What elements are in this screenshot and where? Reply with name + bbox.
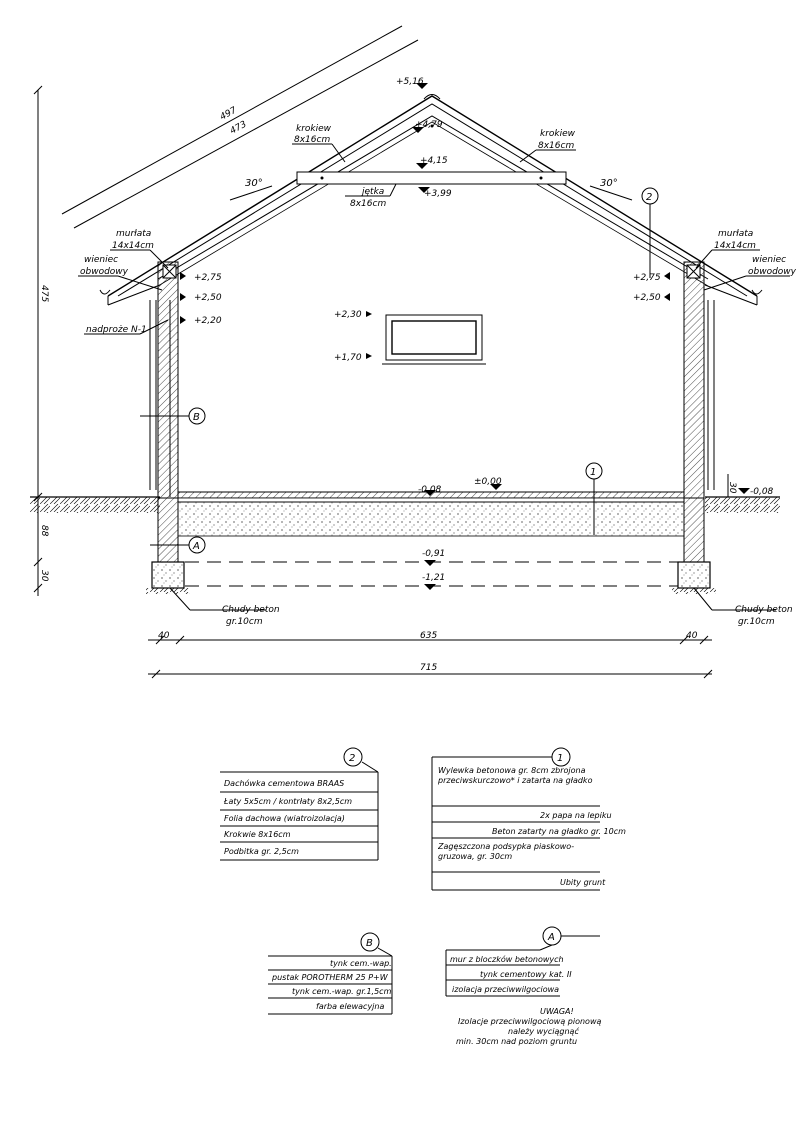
slope-left: 30° [245, 178, 263, 189]
rafter-right-2: 8x16cm [538, 141, 575, 151]
legend-2-item-2: Łaty 5x5cm / kontrłaty 8x2,5cm [224, 797, 353, 806]
rafter-right-1: krokiew [540, 129, 576, 139]
legend-b-item-4: farba elewacyjna [316, 1002, 385, 1011]
legend-b-marker: B [366, 938, 373, 949]
legend-1 [432, 748, 626, 890]
marker-a-plan: A [193, 541, 200, 552]
legend-2-item-1: Dachówka cementowa BRAAS [224, 779, 345, 788]
dim-total: 715 [420, 663, 438, 673]
chudy-left-2: gr.10cm [226, 617, 263, 627]
legend-b-item-1: tynk cem.-wap. [330, 959, 392, 968]
dim-height: 475 [39, 285, 49, 303]
elev-win-top: +2,30 [334, 310, 362, 320]
dim-slope-outer: 497 [218, 105, 239, 123]
murlata-right-1: murłata [718, 229, 754, 239]
dim-plinth: 30 [727, 482, 737, 494]
elev-found-top: -0,91 [422, 549, 446, 559]
tie-label-2: 8x16cm [350, 199, 387, 209]
murlata-left-1: murłata [116, 229, 152, 239]
wieniec-right-2: obwodowy [748, 267, 796, 277]
wieniec-left-1: wieniec [84, 255, 119, 265]
legend-b-item-3: tynk cem.-wap. gr.1,5cm [292, 987, 392, 996]
building-section [30, 26, 797, 678]
ground-right [705, 497, 780, 513]
nadproze-label: nadproże N-1 [86, 325, 147, 335]
elev-tie-bottom: +3,99 [424, 189, 452, 199]
legend-2-marker: 2 [349, 753, 356, 764]
legend-1-item-5: Ubity grunt [560, 878, 606, 887]
marker-1-plan: 1 [590, 467, 597, 478]
chudy-right-2: gr.10cm [738, 617, 775, 627]
note-title: UWAGA! [540, 1007, 574, 1016]
legend-1-marker: 1 [557, 753, 564, 764]
legend-1-item-1: Wylewka betonowa gr. 8cm zbrojona przeciwskurczowo* i zatarta na gładko [438, 766, 593, 785]
legend-2 [220, 748, 378, 860]
legend-a-item-1: mur z bloczków betonowych [450, 955, 564, 964]
dim-footing: 30 [39, 570, 49, 582]
elev-found-bottom: -1,21 [422, 573, 446, 583]
chudy-right-1: Chudy beton [735, 605, 793, 615]
murlata-left-2: 14x14cm [112, 241, 154, 251]
legend-a-marker: A [548, 932, 555, 943]
rafter-left-2: 8x16cm [294, 135, 331, 145]
elev-eaves-left: +2,75 [194, 273, 222, 283]
elev-eaves-mid-left: +2,50 [194, 293, 222, 303]
elev-ridge: +5,16 [396, 77, 424, 87]
elev-apex: +4,79 [415, 120, 443, 130]
dim-wall-right: 40 [686, 631, 698, 641]
elev-eaves-mid-right: +2,50 [633, 293, 661, 303]
rafter-left-1: krokiew [296, 124, 332, 134]
marker-b-plan: B [193, 412, 200, 423]
elev-floor: ±0,00 [474, 477, 502, 487]
elev-ground-right: -0,08 [750, 487, 774, 497]
elev-eaves-right: +2,75 [633, 273, 661, 283]
legend-b [268, 933, 392, 1014]
note-line-1: Izolacje przeciwwilgociową pionową [458, 1017, 602, 1026]
elev-lintel: +2,20 [194, 316, 222, 326]
ground-left [30, 497, 160, 513]
legend-a-item-2: tynk cementowy kat. II [480, 970, 572, 979]
window [382, 315, 486, 364]
murlata-right-2: 14x14cm [714, 241, 756, 251]
elev-win-bottom: +1,70 [334, 353, 362, 363]
elev-floor-step: -0,08 [418, 485, 442, 495]
tie-beam [297, 172, 566, 184]
note-line-2: należy wyciągnąć [508, 1027, 579, 1036]
note-line-3: min. 30cm nad poziom gruntu [456, 1037, 578, 1046]
dim-slope-inner: 473 [228, 119, 249, 137]
legend-2-item-4: Krokwie 8x16cm [224, 830, 291, 839]
legend-a [446, 927, 601, 1046]
chudy-left-1: Chudy beton [222, 605, 280, 615]
wall-right [684, 262, 762, 498]
marker-2-plan: 2 [646, 192, 653, 203]
wieniec-left-2: obwodowy [80, 267, 128, 277]
legend-a-item-3: izolacja przeciwwilgociowa [452, 985, 560, 994]
slope-right: 30° [600, 178, 618, 189]
dim-found-depth: 88 [39, 525, 49, 537]
wall-left [100, 262, 178, 498]
legend-2-item-5: Podbitka gr. 2,5cm [224, 847, 299, 856]
legend-b-item-2: pustak POROTHERM 25 P+W [272, 973, 388, 982]
dim-interior: 635 [420, 631, 438, 641]
legend-1-item-4: Zagęszczona podsypka piaskowo-gruzowa, gr. 30cm [438, 842, 575, 861]
wieniec-right-1: wieniec [752, 255, 787, 265]
tie-label-1: jętka [362, 187, 385, 197]
legend-1-item-2: 2x papa na lepiku [540, 811, 612, 820]
elev-tie-top: +4,15 [420, 156, 448, 166]
floor-slab [178, 492, 684, 536]
legend-2-item-3: Folia dachowa (wiatroizolacja) [224, 814, 345, 823]
legend-1-item-3: Beton zatarty na gładko gr. 10cm [492, 827, 626, 836]
dim-wall-left: 40 [158, 631, 170, 641]
